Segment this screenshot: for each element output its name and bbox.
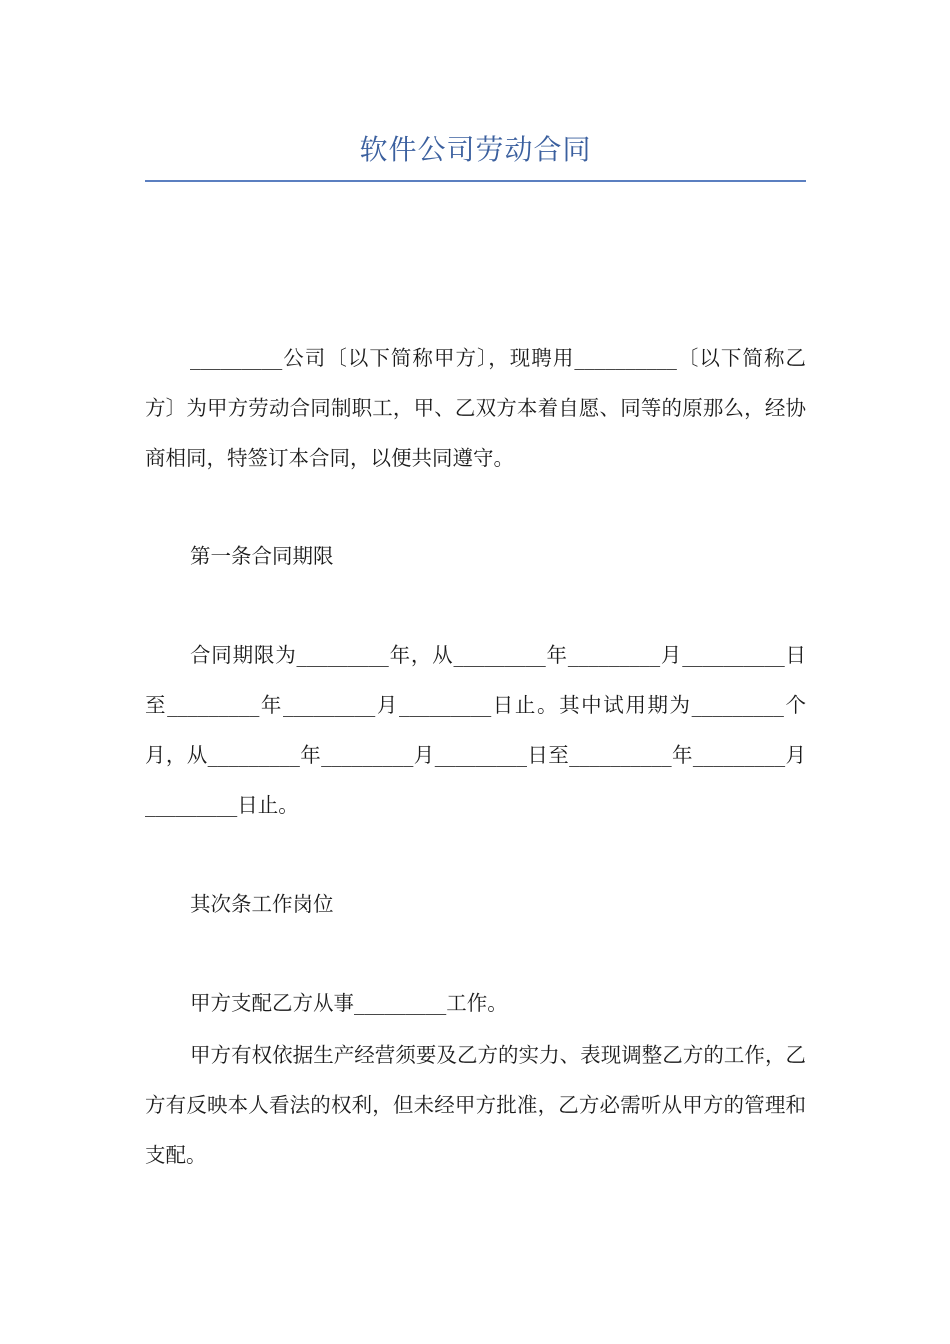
document-title: 软件公司劳动合同: [359, 133, 592, 166]
intro-paragraph: _________公司〔以下简称甲方〕，现聘用__________〔以下简称乙方〕为甲方劳动合同制职工，甲、乙双方本着自愿、同等的原那么，经协商相同，特签订本合同，以便共同遵守。: [145, 346, 806, 470]
article-1-body: 合同期限为_________年，从_________年_________月__________日至_________年_________月_________日止。其中试用期为_________个月，从_________年_________月_________日至__________年_________月_________日止。: [145, 643, 806, 817]
article-2-heading: 其次条工作岗位: [190, 892, 334, 916]
article-1-heading: 第一条合同期限: [190, 544, 334, 568]
title-underline: [145, 180, 806, 182]
article-2-paragraph: 甲方有权依据生产经营须要及乙方的实力、表现调整乙方的工作，乙方有反映本人看法的权利，但未经甲方批准，乙方必需听从甲方的管理和支配。: [145, 1043, 806, 1167]
article-2-line-1: 甲方支配乙方从事_________工作。: [190, 991, 508, 1015]
